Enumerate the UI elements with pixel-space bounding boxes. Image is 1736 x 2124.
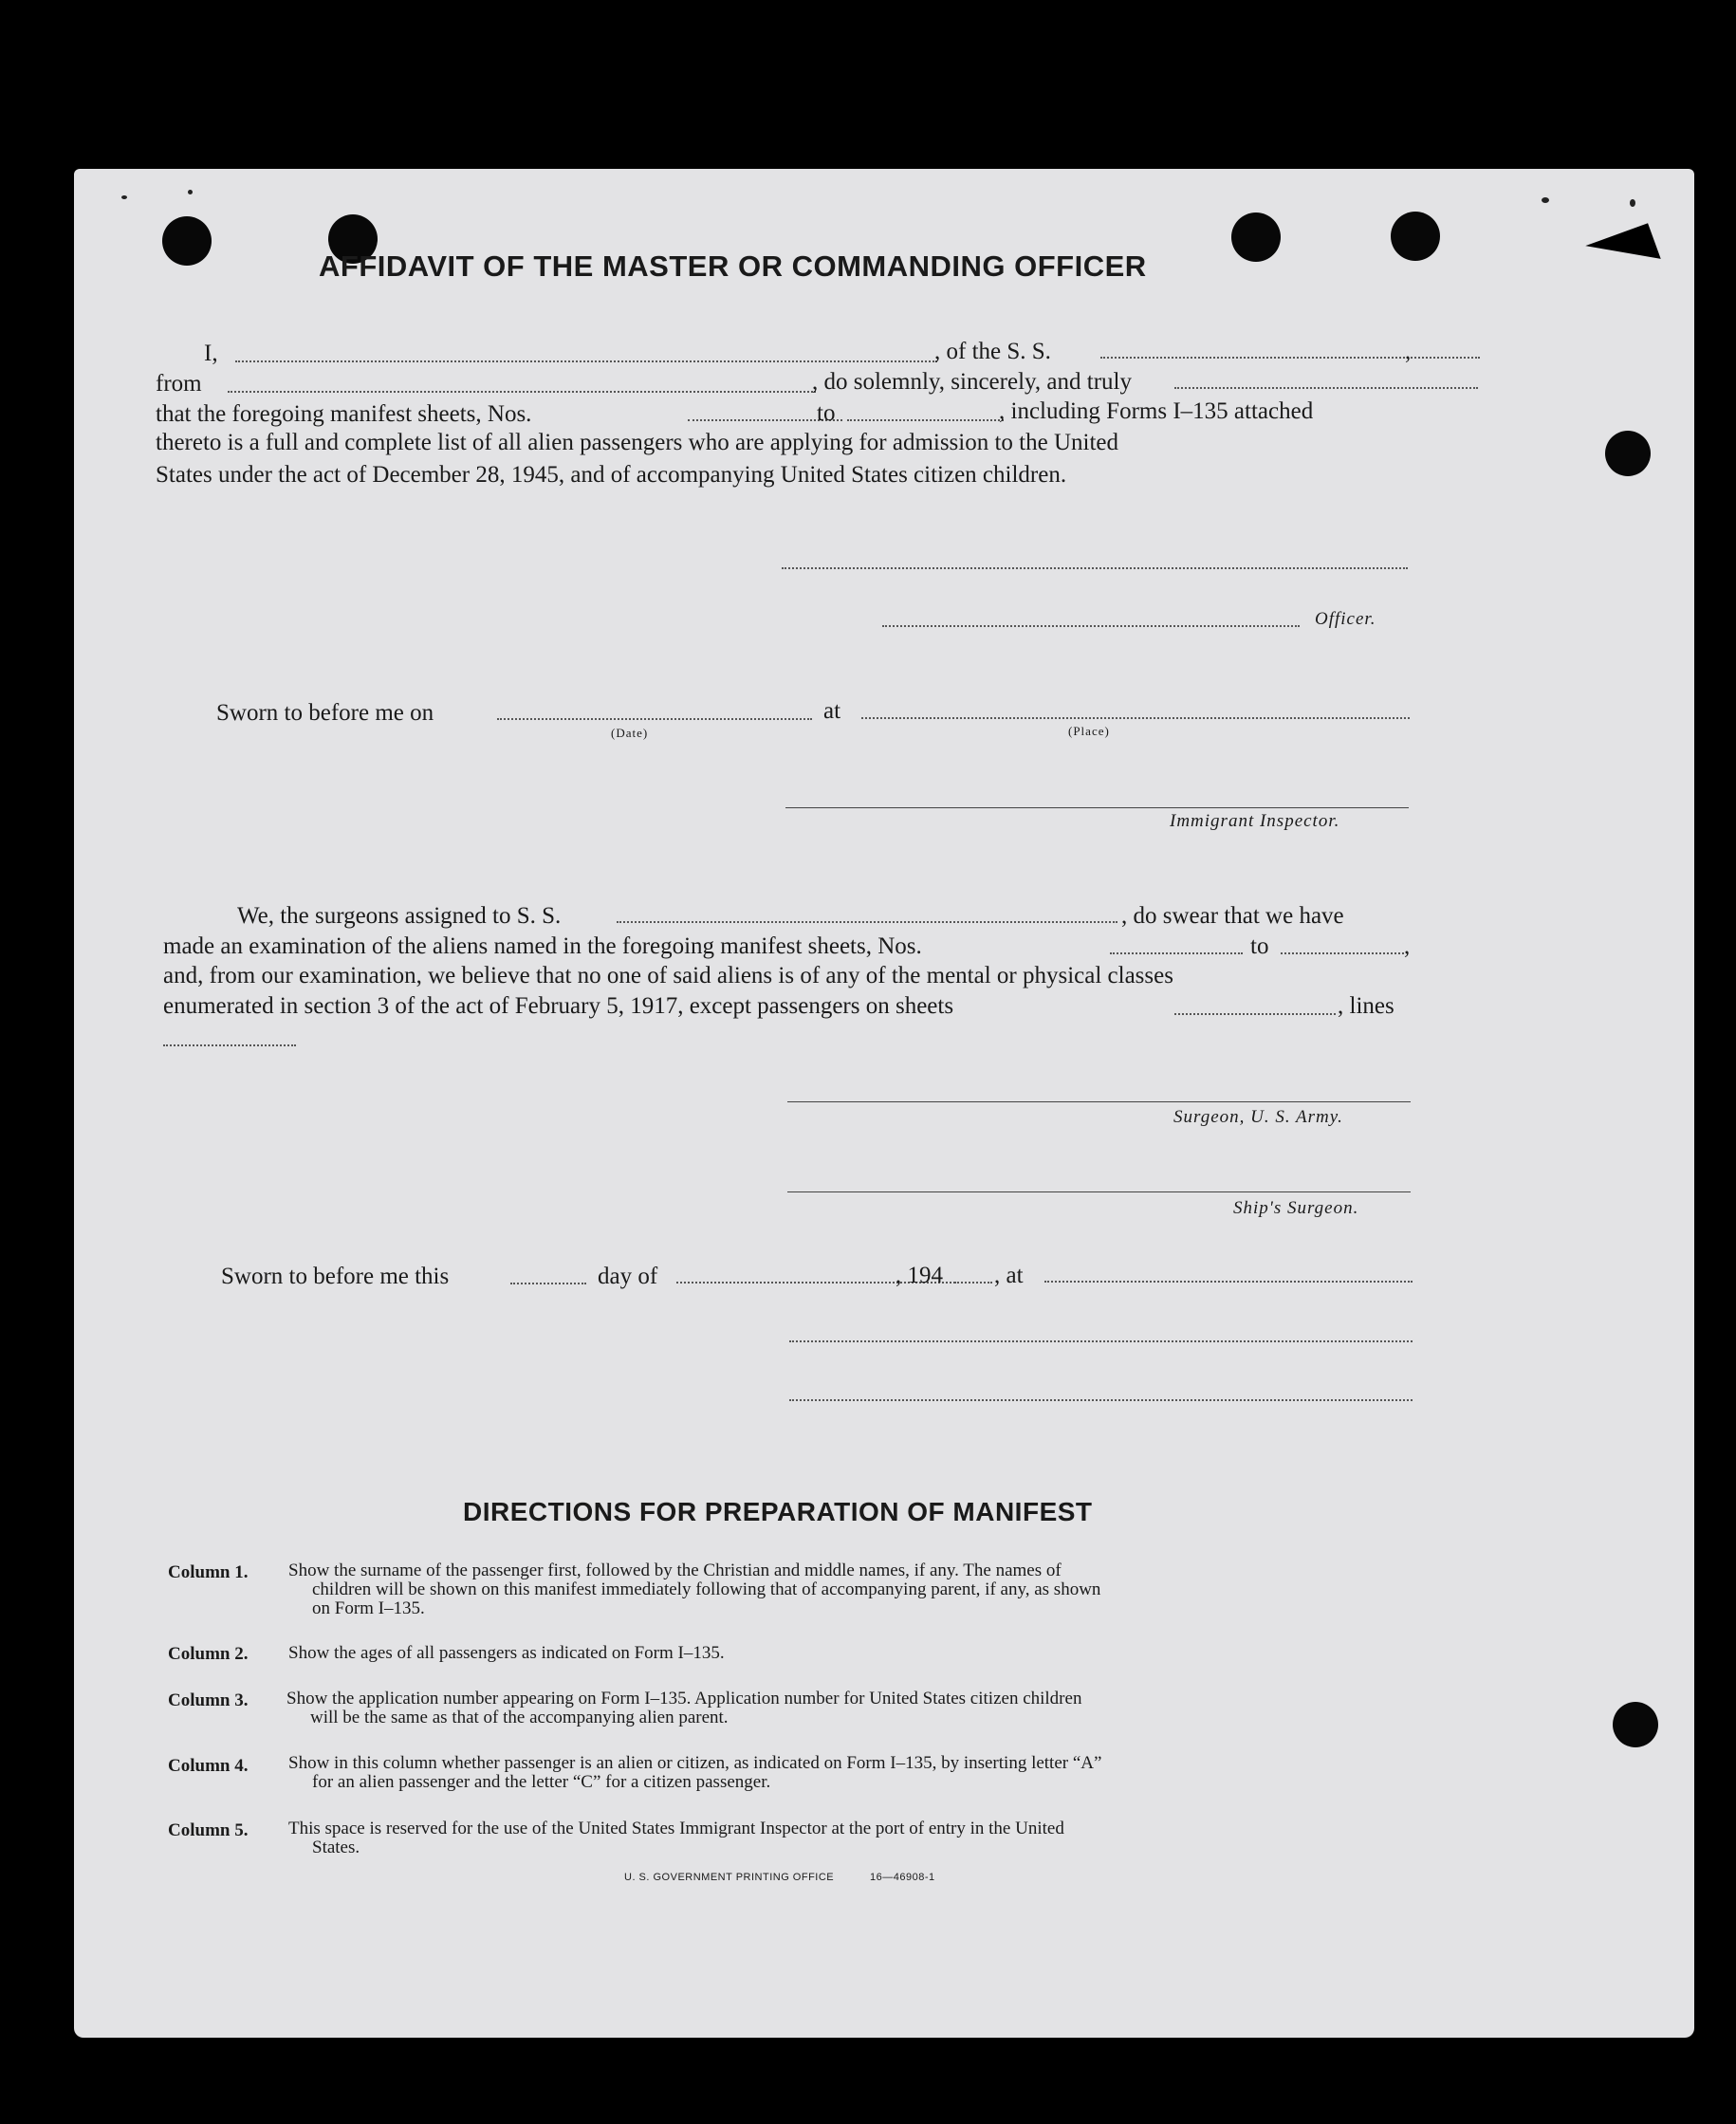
- form-code: 16—46908-1: [870, 1872, 935, 1883]
- affidavit-line-4: thereto is a full and complete list of all alien passengers who are applying for admission to the United: [156, 430, 1119, 455]
- column-2-text: [288, 1644, 1417, 1663]
- signature-line-a[interactable]: [789, 1340, 1413, 1342]
- except-sheets-field[interactable]: [1174, 1013, 1336, 1015]
- column-4-text: [288, 1754, 1417, 1792]
- declaration-field[interactable]: [1174, 387, 1478, 389]
- column-1-line-1: Show the surname of the passenger first, followed by the Christian and middle names, if any. The names of: [288, 1561, 1062, 1580]
- printer-imprint: U. S. GOVERNMENT PRINTING OFFICE: [624, 1872, 835, 1883]
- torn-corner: [1585, 223, 1660, 282]
- army-surgeon-caption: Surgeon, U. S. Army.: [1173, 1107, 1343, 1127]
- column-2-line-1: Show the ages of all passengers as indicated on Form I–135.: [288, 1643, 725, 1663]
- text-surgeon-to: to: [1250, 933, 1269, 959]
- text-comma: ,: [1405, 339, 1412, 364]
- text-surgeon-comma: ,: [1404, 933, 1411, 959]
- sworn-year-field[interactable]: [954, 1282, 992, 1284]
- text-day-of: day of: [598, 1264, 658, 1289]
- form-page: [74, 169, 1694, 2038]
- column-3-line-2: will be the same as that of the accompanying alien parent.: [310, 1708, 729, 1727]
- sworn-day-field[interactable]: [510, 1283, 586, 1284]
- text-swear: , do swear that we have: [1121, 903, 1344, 929]
- text-from: from: [156, 371, 202, 397]
- column-1-text: [288, 1561, 1417, 1618]
- punch-hole: [1391, 212, 1440, 261]
- text-lines: , lines: [1338, 993, 1394, 1019]
- place-caption: (Place): [1068, 724, 1110, 738]
- from-port-field[interactable]: [228, 391, 816, 393]
- text-year: , 194: [896, 1263, 943, 1288]
- ship-name-field[interactable]: [1100, 357, 1480, 359]
- affidavit-title: AFFIDAVIT OF THE MASTER OR COMMANDING OFFICER: [319, 249, 1147, 283]
- text-foregoing: that the foregoing manifest sheets, Nos.: [156, 401, 532, 427]
- officer-signature-line-2[interactable]: [882, 625, 1300, 627]
- inspector-caption: Immigrant Inspector.: [1170, 811, 1340, 831]
- date-caption: (Date): [611, 726, 649, 740]
- surgeons-line-4: enumerated in section 3 of the act of February 5, 1917, except passengers on sheets: [163, 993, 954, 1019]
- surgeons-line-2: made an examination of the aliens named in the foregoing manifest sheets, Nos.: [163, 933, 922, 959]
- column-5-label: Column 5.: [168, 1820, 249, 1840]
- surgeon-sheets-from-field[interactable]: [1110, 952, 1243, 954]
- column-5-line-1: This space is reserved for the use of the United States Immigrant Inspector at the port of entry in the United: [288, 1819, 1064, 1838]
- signature-line-b[interactable]: [789, 1399, 1413, 1401]
- column-2-label: Column 2.: [168, 1644, 249, 1664]
- sworn-place-field[interactable]: [861, 717, 1410, 719]
- text-i: I,: [204, 341, 218, 366]
- army-surgeon-signature-line[interactable]: [787, 1101, 1411, 1102]
- master-name-field[interactable]: [235, 360, 937, 362]
- surgeon-sheets-to-field[interactable]: [1281, 952, 1404, 954]
- text-solemnly: , do solemnly, sincerely, and truly: [812, 369, 1132, 395]
- column-4-label: Column 4.: [168, 1756, 249, 1776]
- column-4-line-2: for an alien passenger and the letter “C” for a citizen passenger.: [312, 1772, 771, 1792]
- punch-hole: [1605, 431, 1651, 476]
- punch-hole: [162, 216, 212, 266]
- column-1-line-3: on Form I–135.: [312, 1598, 425, 1618]
- directions-title: DIRECTIONS FOR PREPARATION OF MANIFEST: [463, 1497, 1093, 1526]
- sworn-date-field[interactable]: [497, 718, 812, 720]
- column-4-line-1: Show in this column whether passenger is an alien or citizen, as indicated on Form I–135, by inserting letter “A”: [288, 1753, 1102, 1773]
- punch-hole: [1613, 1702, 1658, 1747]
- ship-surgeon-caption: Ship's Surgeon.: [1233, 1198, 1359, 1218]
- officer-caption: Officer.: [1315, 609, 1376, 629]
- speck: [1630, 199, 1635, 207]
- affidavit-line-5: States under the act of December 28, 1945, and of accompanying United States citizen children.: [156, 462, 1067, 488]
- surgeon-ship-field[interactable]: [617, 921, 1117, 923]
- column-1-line-2: children will be shown on this manifest immediately following that of accompanying parent, if any, as shown: [312, 1579, 1101, 1599]
- text-including: , including Forms I–135 attached: [999, 398, 1314, 424]
- text-to: to: [817, 400, 836, 426]
- text-sworn-on: Sworn to before me on: [216, 700, 434, 726]
- column-3-text: [286, 1690, 1415, 1727]
- punch-hole: [1231, 212, 1281, 262]
- text-sworn-this: Sworn to before me this: [221, 1264, 450, 1289]
- column-5-line-2: States.: [312, 1838, 360, 1857]
- speck: [121, 195, 127, 199]
- column-1-label: Column 1.: [168, 1562, 249, 1582]
- surgeons-line-3: and, from our examination, we believe that no one of said aliens is of any of the mental or physical classes: [163, 963, 1173, 988]
- ship-surgeon-signature-line[interactable]: [787, 1191, 1411, 1192]
- column-3-label: Column 3.: [168, 1690, 249, 1710]
- officer-signature-line-1[interactable]: [782, 567, 1408, 569]
- text-surgeons: We, the surgeons assigned to S. S.: [237, 903, 562, 929]
- sworn-place-2-field[interactable]: [1044, 1281, 1413, 1283]
- except-lines-field[interactable]: [163, 1044, 296, 1046]
- speck: [188, 190, 193, 194]
- text-at: at: [823, 698, 841, 724]
- speck: [1542, 197, 1549, 203]
- text-of-ss: , of the S. S.: [934, 339, 1051, 364]
- column-5-text: [288, 1819, 1417, 1857]
- text-at-2: , at: [994, 1263, 1024, 1288]
- inspector-signature-line[interactable]: [785, 807, 1409, 808]
- column-3-line-1: Show the application number appearing on Form I–135. Application number for United States citizen children: [286, 1689, 1082, 1708]
- sheets-to-field[interactable]: [847, 419, 1004, 421]
